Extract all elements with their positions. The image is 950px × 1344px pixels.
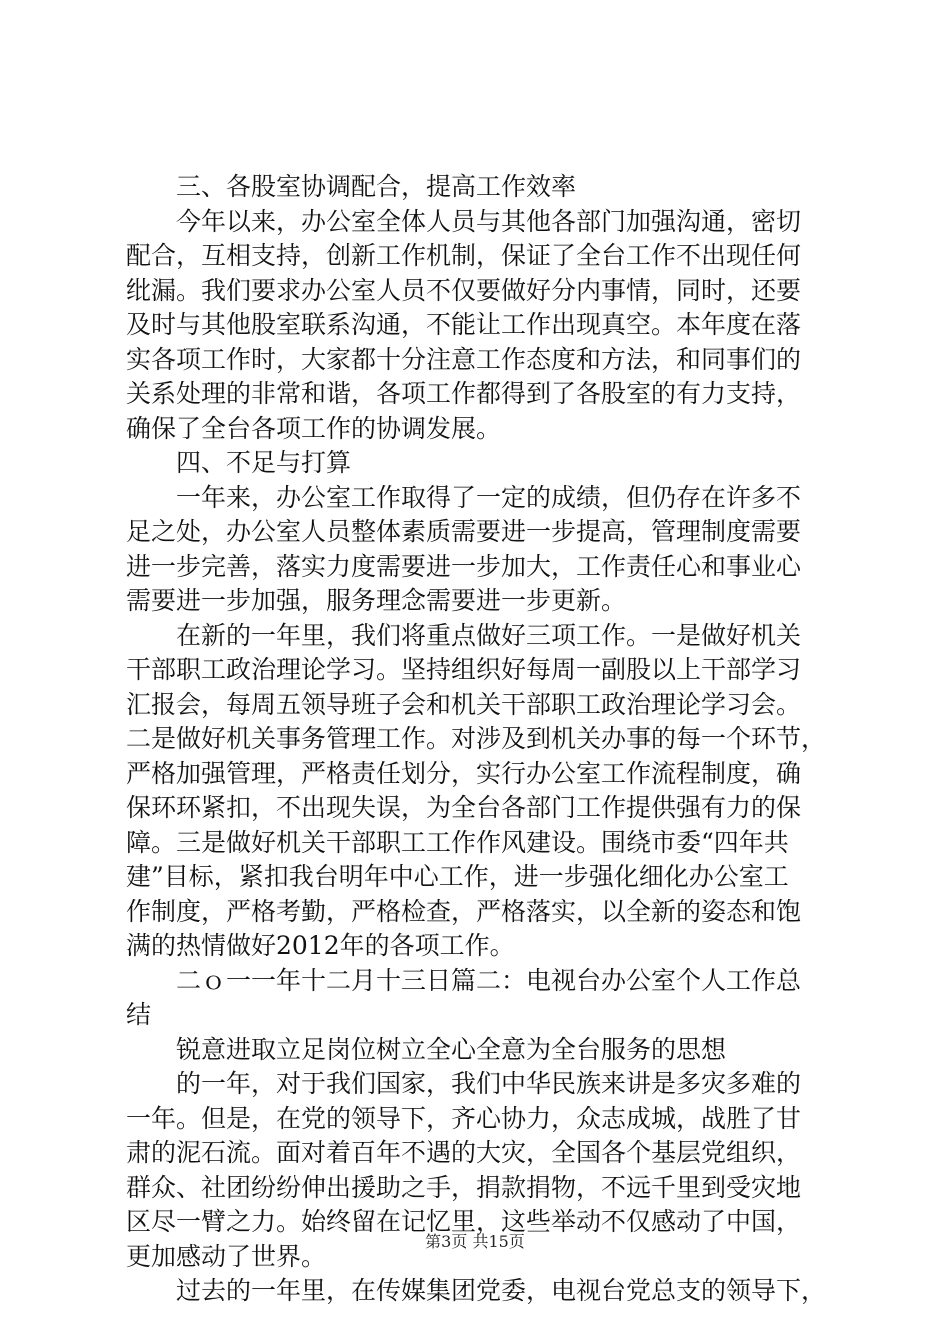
text-line: 一年。但是，在党的领导下，齐心协力，众志成城，战胜了甘 (126, 1103, 802, 1133)
text-line: 肃的泥石流。面对着百年不遇的大灾，全国各个基层党组织， (126, 1138, 802, 1167)
text-line: 今年以来，办公室全体人员与其他各部门加强沟通，密切 (126, 206, 802, 236)
text-line: 三、各股室协调配合，提高工作效率 (126, 172, 577, 201)
text-line: 严格加强管理，严格责任划分，实行办公室工作流程制度，确 (126, 758, 802, 788)
text-line: 建”目标，紧扣我台明年中心工作，进一步强化细化办公室工 (126, 862, 789, 891)
text-line: 区尽一臂之力。始终留在记忆里，这些举动不仅感动了中国， (126, 1207, 802, 1236)
text-line: 过去的一年里，在传媒集团党委，电视台党总支的领导下， (126, 1276, 827, 1305)
text-line: 实各项工作时，大家都十分注意工作态度和方法，和同事们的 (126, 344, 802, 374)
text-line: 作制度，严格考勤，严格检查，严格落实，以全新的姿态和饱 (126, 896, 802, 926)
text-line: 关系处理的非常和谐，各项工作都得到了各股室的有力支持， (126, 379, 802, 408)
text-line: 配合，互相支持，创新工作机制，保证了全台工作不出现任何 (126, 241, 802, 270)
text-line: 在新的一年里，我们将重点做好三项工作。一是做好机关 (126, 620, 802, 650)
text-line: 二是做好机关事务管理工作。对涉及到机关办事的每一个环节， (126, 724, 827, 753)
text-line: 及时与其他股室联系沟通，不能让工作出现真空。本年度在落 (126, 310, 802, 339)
text-line: 二ｏ一一年十二月十三日篇二：电视台办公室个人工作总 (126, 965, 802, 995)
text-line: 保环环紧扣，不出现失误，为全台各部门工作提供强有力的保 (126, 793, 802, 822)
page-footer: 第3页 共15页 (425, 1232, 525, 1251)
text-line: 群众、社团纷纷伸出援助之手，捐款捐物，不远千里到受灾地 (126, 1172, 802, 1202)
document-body (126, 170, 836, 1309)
text-line: 的一年，对于我们国家，我们中华民族来讲是多灾多难的 (126, 1069, 802, 1098)
text-line: 一年来，办公室工作取得了一定的成绩，但仍存在许多不 (126, 482, 802, 512)
text-line: 进一步完善，落实力度需要进一步加大，工作责任心和事业心 (126, 551, 802, 581)
text-line: 确保了全台各项工作的协调发展。 (126, 413, 502, 443)
text-line: 需要进一步加强，服务理念需要进一步更新。 (126, 586, 627, 615)
text-line: 更加感动了世界。 (126, 1241, 327, 1271)
text-line: 汇报会，每周五领导班子会和机关干部职工政治理论学习会。 (126, 689, 802, 719)
text-line: 四、不足与打算 (126, 448, 352, 477)
text-line: 足之处，办公室人员整体素质需要进一步提高，管理制度需要 (126, 517, 802, 546)
text-line: 纰漏。我们要求办公室人员不仅要做好分内事情，同时，还要 (126, 275, 802, 305)
text-line: 结 (126, 1000, 152, 1029)
text-line: 干部职工政治理论学习。坚持组织好每周一副股以上干部学习 (126, 655, 802, 684)
text-line: 满的热情做好2012年的各项工作。 (126, 931, 515, 960)
text-line: 锐意进取立足岗位树立全心全意为全台服务的思想 (126, 1034, 727, 1064)
text-line: 障。三是做好机关干部职工工作作风建设。围绕市委“四年共 (126, 827, 789, 857)
